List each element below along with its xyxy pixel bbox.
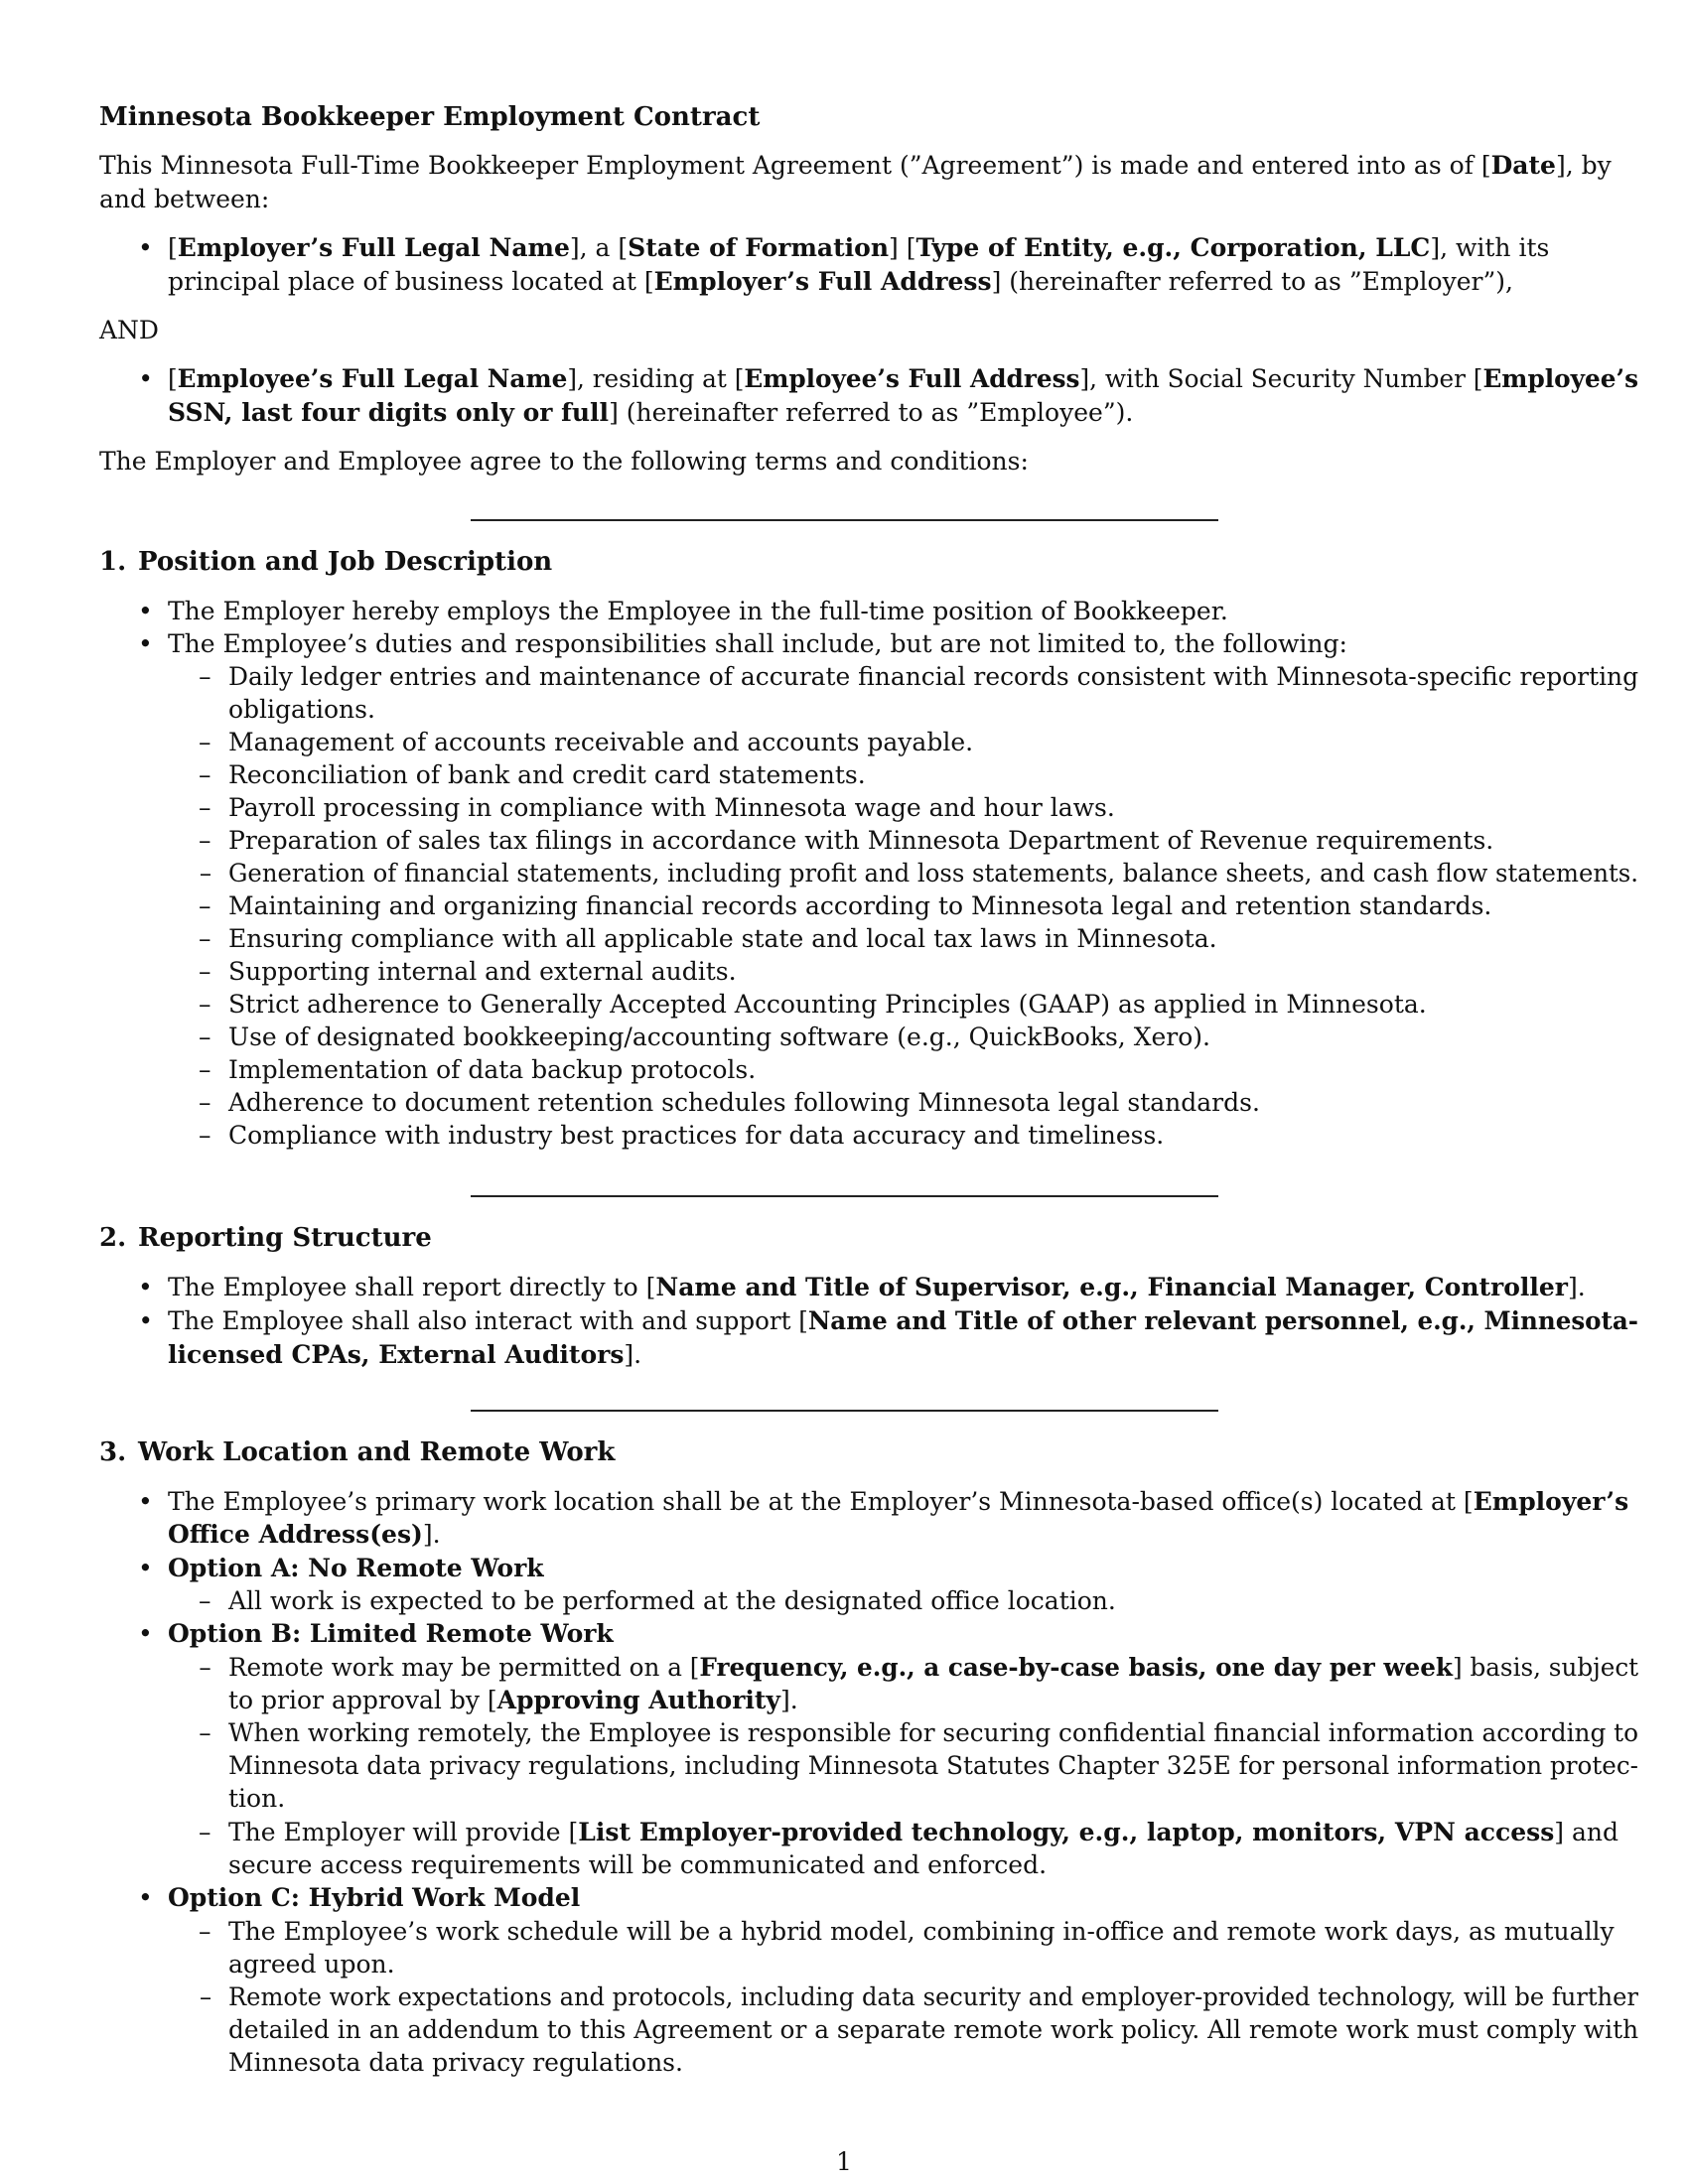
sec2-bullet-2-continued: licensed CPAs, External Auditors]. xyxy=(168,1340,642,1369)
date-placeholder: Date xyxy=(1490,151,1556,180)
intro-line-2: and between: xyxy=(99,185,270,213)
employee-bullet-line-1: • [Employee’s Full Legal Name], residing at [Employee’s Full Address], with Social Security Number [Employee’s xyxy=(168,364,1638,393)
duty-item: – Compliance with industry best practices for data accuracy and timeliness. xyxy=(228,1121,1164,1150)
option-c-item-2: – Remote work expectations and protocols, including data security and employer-provided technology, will be further xyxy=(228,1982,1638,2011)
office-address-placeholder: Employer’s xyxy=(1473,1487,1629,1516)
option-c-item-1-continued: agreed upon. xyxy=(228,1950,395,1979)
duty-item: – Maintaining and organizing financial records according to Minnesota legal and retention standards. xyxy=(228,891,1491,920)
option-c-heading: • Option C: Hybrid Work Model xyxy=(168,1883,580,1912)
option-c-item-1: – The Employee’s work schedule will be a hybrid model, combining in-office and remote work days, as mutually xyxy=(228,1917,1615,1946)
entity-type-placeholder: Type of Entity, e.g., Corporation, LLC xyxy=(915,233,1431,262)
duty-item: – Preparation of sales tax filings in accordance with Minnesota Department of Revenue requirements. xyxy=(228,826,1493,855)
employer-name-placeholder: Employer’s Full Legal Name xyxy=(177,233,570,262)
sec2-bullet-2: • The Employee shall also interact with and support [Name and Title of other relevant personnel, e.g., Minnesota- xyxy=(168,1306,1638,1335)
employer-bullet-line-2: principal place of business located at [Employer’s Full Address] (hereinafter referred to as ”Employer”), xyxy=(168,267,1513,296)
duty-item: – Payroll processing in compliance with Minnesota wage and hour laws. xyxy=(228,793,1115,822)
duty-item: – Ensuring compliance with all applicable state and local tax laws in Minnesota. xyxy=(228,924,1217,953)
duty-item-continued: obligations. xyxy=(228,695,375,724)
frequency-placeholder: Frequency, e.g., a case-by-case basis, one day per week xyxy=(699,1653,1453,1682)
option-a-heading: • Option A: No Remote Work xyxy=(168,1554,544,1582)
option-b-item-2: – When working remotely, the Employee is responsible for securing confidential financial information according to xyxy=(228,1718,1638,1747)
intro-line-1: This Minnesota Full-Time Bookkeeper Employment Agreement (”Agreement”) is made and entered into as of [Date], by xyxy=(99,151,1612,180)
option-b-item-3-continued: secure access requirements will be communicated and enforced. xyxy=(228,1850,1048,1879)
option-c-item-2-continued: detailed in an addendum to this Agreement or a separate remote work policy. All remote work must comply with xyxy=(228,2015,1639,2044)
sec3-bullet-1: • The Employee’s primary work location shall be at the Employer’s Minnesota-based office(s) located at [Employer’s xyxy=(168,1487,1628,1516)
page-number: 1 xyxy=(836,2147,852,2176)
duty-item: – Management of accounts receivable and accounts payable. xyxy=(228,728,973,756)
option-b-item-1: – Remote work may be permitted on a [Frequency, e.g., a case-by-case basis, one day per week] basis, subject xyxy=(228,1653,1638,1682)
option-c-item-2-continued: Minnesota data privacy regulations. xyxy=(228,2048,683,2077)
section-1-heading: 1. Position and Job Description xyxy=(99,547,553,577)
duty-item: – Implementation of data backup protocols. xyxy=(228,1055,756,1084)
document-title: Minnesota Bookkeeper Employment Contract xyxy=(99,102,761,132)
employee-name-placeholder: Employee’s Full Legal Name xyxy=(177,364,568,393)
employer-address-placeholder: Employer’s Full Address xyxy=(653,267,992,296)
employee-address-placeholder: Employee’s Full Address xyxy=(744,364,1080,393)
sec3-bullet-1-continued: Office Address(es)]. xyxy=(168,1520,441,1549)
option-b-item-3: – The Employer will provide [List Employer-provided technology, e.g., laptop, monitors, VPN access] and xyxy=(228,1818,1618,1846)
agree-text: The Employer and Employee agree to the following terms and conditions: xyxy=(99,447,1029,476)
employee-bullet-line-2: SSN, last four digits only or full] (hereinafter referred to as ”Employee”). xyxy=(168,398,1134,427)
section-divider xyxy=(471,1195,1218,1197)
option-b-item-1-continued: to prior approval by [Approving Authority]. xyxy=(228,1686,798,1714)
state-placeholder: State of Formation xyxy=(628,233,890,262)
technology-placeholder: List Employer-provided technology, e.g., laptop, monitors, VPN access xyxy=(578,1818,1555,1846)
duty-item: – Generation of financial statements, including profit and loss statements, balance sheets, and cash flow statements. xyxy=(228,859,1638,887)
duty-item: – Reconciliation of bank and credit card statements. xyxy=(228,760,866,789)
duty-item: – Strict adherence to Generally Accepted Accounting Principles (GAAP) as applied in Minnesota. xyxy=(228,990,1427,1019)
option-b-heading: • Option B: Limited Remote Work xyxy=(168,1619,614,1648)
sec1-bullet-2: • The Employee’s duties and responsibilities shall include, but are not limited to, the following: xyxy=(168,629,1347,658)
employer-bullet-line-1: • [Employer’s Full Legal Name], a [State of Formation] [Type of Entity, e.g., Corporation, LLC], with its xyxy=(168,233,1549,262)
approving-authority-placeholder: Approving Authority xyxy=(496,1686,780,1714)
and-text: AND xyxy=(99,316,159,344)
section-2-heading: 2. Reporting Structure xyxy=(99,1223,432,1253)
section-divider xyxy=(471,519,1218,521)
section-3-heading: 3. Work Location and Remote Work xyxy=(99,1437,616,1467)
duty-item: – Daily ledger entries and maintenance of accurate financial records consistent with Minnesota-specific reporting xyxy=(228,662,1638,691)
sec1-bullet-1: • The Employer hereby employs the Employee in the full-time position of Bookkeeper. xyxy=(168,597,1228,625)
option-b-item-2-continued: tion. xyxy=(228,1784,286,1813)
supervisor-placeholder: Name and Title of Supervisor, e.g., Financial Manager, Controller xyxy=(655,1273,1568,1301)
duty-item: – Supporting internal and external audits. xyxy=(228,957,737,986)
option-b-item-2-continued: Minnesota data privacy regulations, including Minnesota Statutes Chapter 325E for personal information protec- xyxy=(228,1751,1639,1780)
duty-item: – Adherence to document retention schedules following Minnesota legal standards. xyxy=(228,1088,1260,1117)
sec2-bullet-1: • The Employee shall report directly to [Name and Title of Supervisor, e.g., Financial Manager, Controller]. xyxy=(168,1273,1586,1301)
option-a-item: – All work is expected to be performed at the designated office location. xyxy=(228,1586,1116,1615)
duty-item: – Use of designated bookkeeping/accounting software (e.g., QuickBooks, Xero). xyxy=(228,1023,1210,1051)
ssn-placeholder: Employee’s xyxy=(1482,364,1639,393)
personnel-placeholder: Name and Title of other relevant personnel, e.g., Minnesota- xyxy=(807,1306,1638,1335)
section-divider xyxy=(471,1410,1218,1412)
